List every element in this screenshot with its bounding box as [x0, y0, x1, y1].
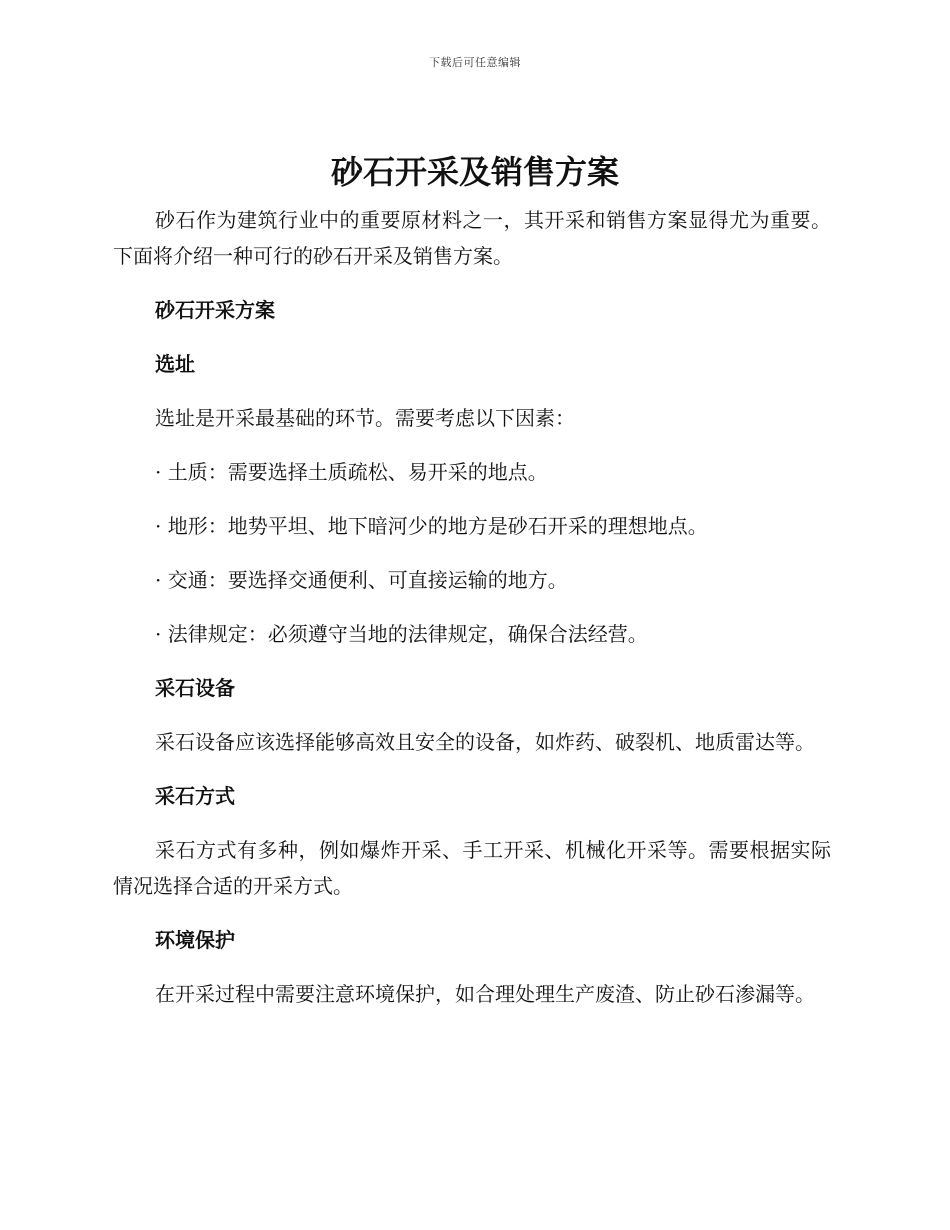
header-note: 下载后可任意编辑 [429, 56, 521, 69]
environment-paragraph: 在开采过程中需要注意环境保护，如合理处理生产废渣、防止砂石渗漏等。 [155, 982, 815, 1006]
subheading-environment: 环境保护 [155, 928, 235, 952]
list-item: · 地形：地势平坦、地下暗河少的地方是砂石开采的理想地点。 [155, 514, 708, 538]
list-item: · 法律规定：必须遵守当地的法律规定，确保合法经营。 [155, 622, 648, 646]
list-item: · 交通：要选择交通便利、可直接运输的地方。 [155, 568, 568, 592]
subheading-site: 选址 [155, 352, 195, 376]
document-title: 砂石开采及销售方案 [330, 153, 619, 191]
intro-paragraph: 砂石作为建筑行业中的重要原材料之一，其开采和销售方案显得尤为重要。下面将介绍一种可行的砂石开采及销售方案。 [113, 208, 831, 268]
section-heading-mining: 砂石开采方案 [155, 298, 275, 322]
subheading-method: 采石方式 [155, 784, 235, 808]
list-item: · 土质：需要选择土质疏松、易开采的地点。 [155, 460, 548, 484]
document-body [113, 202, 831, 1012]
equipment-paragraph: 采石设备应该选择能够高效且安全的设备，如炸药、破裂机、地质雷达等。 [155, 730, 815, 754]
site-lead: 选址是开采最基础的环节。需要考虑以下因素： [155, 406, 575, 430]
subheading-equipment: 采石设备 [155, 676, 235, 700]
method-paragraph: 采石方式有多种，例如爆炸开采、手工开采、机械化开采等。需要根据实际情况选择合适的开采方式。 [113, 838, 831, 898]
